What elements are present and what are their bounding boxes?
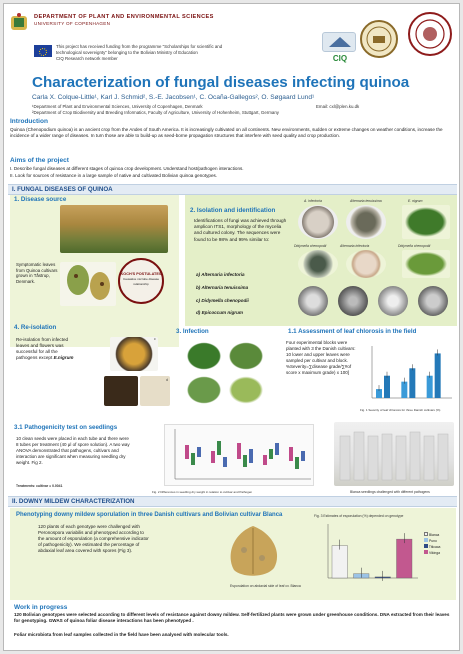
introduction-text: Quinoa (Chenopodium quinoa) is an ancient crop from the Andes of South America. It is increasingly cultivated on all continents. New environments, sudden or extreme changes on weather conditions, increase the incidence of a wider range of diseases. In turn those are able to build-up as seed-borne propagation structures that interfere with seed quality and crop production. bbox=[10, 127, 443, 139]
introduction-heading: Introduction bbox=[10, 118, 48, 125]
seedling-weight-plot bbox=[164, 424, 314, 486]
culture-photo-4 bbox=[298, 250, 338, 278]
eu-flag-icon bbox=[34, 45, 52, 57]
ciq-logo: CIQ bbox=[332, 54, 348, 63]
esporulation-legend bbox=[424, 532, 440, 556]
ku-seal-icon bbox=[408, 12, 452, 56]
culture-photo-5 bbox=[346, 250, 386, 278]
microscopy-photo-3 bbox=[378, 286, 408, 316]
university-name: UNIVERSITY OF COPENHAGEN bbox=[34, 21, 111, 26]
work-in-progress-heading: Work in progress bbox=[14, 604, 68, 611]
affiliations: ¹Department of Plant and Environmental Sciences, University of Copenhagen, Denmark ²Department of Crop Biodiversity and Breeding Informatics, Faculty of Agriculture, University of Hohenheim, Stuttgart, Germany bbox=[32, 104, 279, 115]
legend-blanca: Blanca bbox=[424, 532, 440, 538]
chlorosis-text: Four experimental blocks were planted with 3 the Danish cultivars: 10 lower and upper leaves were sampled per cultivar and block. %Severity=∑disease grade/∑#of score x maximum grade) x 100] bbox=[286, 340, 356, 375]
author-list: Carla X. Colque-Little¹, Karl J. Schmid², S.-E. Jacobsen¹, C. Ocaña-Gallegos², O. Søgaard Lund¹ bbox=[32, 94, 315, 101]
esporulation-chart bbox=[316, 520, 420, 584]
chart1-bar-upper-0 bbox=[384, 376, 390, 398]
disease-source-heading: 1. Disease source bbox=[14, 196, 67, 203]
microscopy-photo-1 bbox=[298, 286, 328, 316]
seedlings-photo-caption: Blanca seedlings challenged with different pathogens bbox=[350, 490, 430, 494]
symptomatic-leaves-photo bbox=[60, 262, 116, 306]
disease-source-caption: Symptomatic leaves from Quinoa cultivars grown in Tåstrup, Denmark. bbox=[16, 262, 58, 284]
reisolation-photo-d bbox=[104, 376, 138, 406]
leaf-caption: Esporulation on abdaxial side of leaf cv. Blanca bbox=[230, 584, 301, 588]
isolation-heading: 2. Isolation and identification bbox=[190, 207, 276, 214]
microscopy-photo-4 bbox=[418, 286, 448, 316]
reisolation-photo-c bbox=[110, 337, 158, 371]
work-line-2: Foliar microbiota from leaf samples collected in the field have been analysed with molecular tools. bbox=[14, 632, 229, 637]
pathogenicity-heading: 3.1 Pathogenicity test on seedlings bbox=[14, 424, 118, 431]
chart1-bar-upper-2 bbox=[435, 353, 441, 398]
aims-item-1: I. Describe fungal diseases at different stages of quinoa crop development. Understand host/pathogen interactions. bbox=[10, 166, 244, 171]
species-a: a) Alternaria infectoria bbox=[196, 272, 245, 277]
chlorosis-fig-caption: Fig. 1 Severity of leaf chlorosis for three Danish cultivars (%) bbox=[360, 408, 441, 412]
reisolation-label-d: d bbox=[166, 378, 168, 382]
microscopy-photo-2 bbox=[338, 286, 368, 316]
legend-titicaca: Titicaca bbox=[424, 544, 440, 550]
isolation-text: Identifications of fungi was achieved through amplicon ITS1, morphology of the mycelia and cultured colony. The sequences were found to be 98% and 99% similar to: bbox=[194, 218, 287, 242]
chart1-bar-lower-1 bbox=[401, 382, 407, 398]
hohenheim-logo bbox=[322, 32, 356, 52]
contact-email: Email: cxl@plen.ku.dk bbox=[316, 104, 360, 109]
esporulation-fig-title: Fig. 3 Estimates of esporulation (%) depended on genotype bbox=[314, 514, 404, 518]
chlorosis-heading: 1.1 Assessment of leaf chlorosis in the field bbox=[288, 328, 417, 335]
leaf-photo-6 bbox=[402, 250, 450, 278]
quinoa-field-photo bbox=[60, 205, 168, 253]
department-name: DEPARTMENT OF PLANT AND ENVIRONMENTAL SCIENCES bbox=[34, 14, 214, 20]
legend-vikinga: Vikinga bbox=[424, 550, 440, 556]
chart2-bar-blanca bbox=[332, 546, 348, 578]
leaf-photo-3 bbox=[402, 205, 450, 239]
photo-label-4: Didymella chenopodii bbox=[294, 244, 327, 248]
koch-postulates-badge: KOCH'S POSTULATES Causative microbe disease relationship bbox=[118, 258, 164, 304]
reisolation-heading: 4. Re-isolation bbox=[14, 324, 57, 331]
sporulated-leaf-photo bbox=[222, 522, 284, 580]
chlorosis-chart-svg bbox=[362, 342, 454, 406]
chart1-bar-upper-1 bbox=[409, 368, 415, 398]
koch-postulates-seal-icon bbox=[360, 20, 398, 58]
infection-photo-4 bbox=[226, 374, 266, 406]
reisolation-text: Re-isolation from infected leaves and flowers was successful for all the pathogens except E.nigrum bbox=[16, 337, 74, 360]
species-d: d) Epicoccum nigrum bbox=[196, 310, 243, 315]
chart1-bar-lower-2 bbox=[427, 376, 433, 398]
photo-label-6: Didymella chenopodii bbox=[398, 244, 431, 248]
pathogenicity-fig-caption: Fig. 2 Differences in seedling dry weight in relation to cultivar and Pathogen bbox=[152, 490, 253, 494]
culture-photo-1 bbox=[298, 205, 338, 239]
infection-photo-2 bbox=[226, 340, 266, 372]
legend-puno: Puno bbox=[424, 538, 440, 544]
section2-heading: II. DOWNY MILDEW CHARACTERIZATION bbox=[8, 496, 457, 507]
photo-label-3: E. nigrum bbox=[408, 199, 423, 203]
infection-photo-1 bbox=[184, 340, 224, 372]
poster bbox=[3, 3, 460, 651]
infection-heading: 3. Infection bbox=[176, 328, 209, 335]
reisolation-label-c: c bbox=[154, 337, 156, 341]
poster-title: Characterization of fungal diseases infecting quinoa bbox=[32, 74, 410, 91]
downy-mildew-panel-heading: Phenotyping downy mildew sporulation in three Danish cultivars and Bolivian cultivar Blanca bbox=[16, 512, 283, 518]
esporulation-chart-svg bbox=[316, 520, 420, 584]
downy-mildew-text: 120 plants of each genotype were challenged with Peronospora variabilis and phenotyped according to the amount of esporulation (a comprehensive indicator of pathogenicity). We estimated the percentage of abdaxial leaf area covered with spores (Fig 3). bbox=[38, 524, 149, 554]
seedlings-photo bbox=[334, 422, 454, 486]
pathogenicity-text: 10 clean seeds were placed in each tube and there were 8 tubes per treatment (40 μl of spore solution). A two way ANOVA demonstrated that pathogens, cultivars and interaction are significant when measuring seedling dry weight. Fig 2. bbox=[16, 436, 130, 465]
species-b: b) Alternaria tenuissima bbox=[196, 285, 249, 290]
bolivia-coat-icon bbox=[9, 12, 29, 34]
culture-photo-2 bbox=[346, 205, 386, 239]
chlorosis-chart bbox=[362, 342, 454, 406]
work-line-1: 120 Bolivian genotypes were selected according to different levels of resistance against downy mildew. Self-fertilized plants were grown under greenhouse conditions. DNA extracted from their leaves for genotyping. GWAS of quinoa foliar disease interactions has been phenotyped . bbox=[14, 612, 450, 624]
photo-label-5: Alternaria infectoria bbox=[340, 244, 370, 248]
photo-label-1: A. infectoria bbox=[304, 199, 322, 203]
aims-item-2: II. Look for sources of resistance in a large sample of native and cultivated Bolivian quinoa genotypes. bbox=[10, 173, 218, 178]
species-c: c) Didymella chenopodii bbox=[196, 298, 249, 303]
pathogenicity-note: Treatments: cultivar = 0.0041 bbox=[16, 484, 63, 488]
chart2-bar-vikinga bbox=[397, 539, 413, 578]
infection-photo-3 bbox=[184, 374, 224, 406]
photo-label-2: Alternaria tenuissima bbox=[350, 199, 382, 203]
section1-heading: I. FUNGAL DISEASES OF QUINOA bbox=[8, 184, 457, 195]
funding-note: This project has received funding from the programme “Scholarships for scientific and technological sovereignty” belonging to the Bolivian Ministry of Education CIQ Research network member bbox=[56, 44, 223, 61]
aims-heading: Aims of the project bbox=[10, 157, 69, 164]
